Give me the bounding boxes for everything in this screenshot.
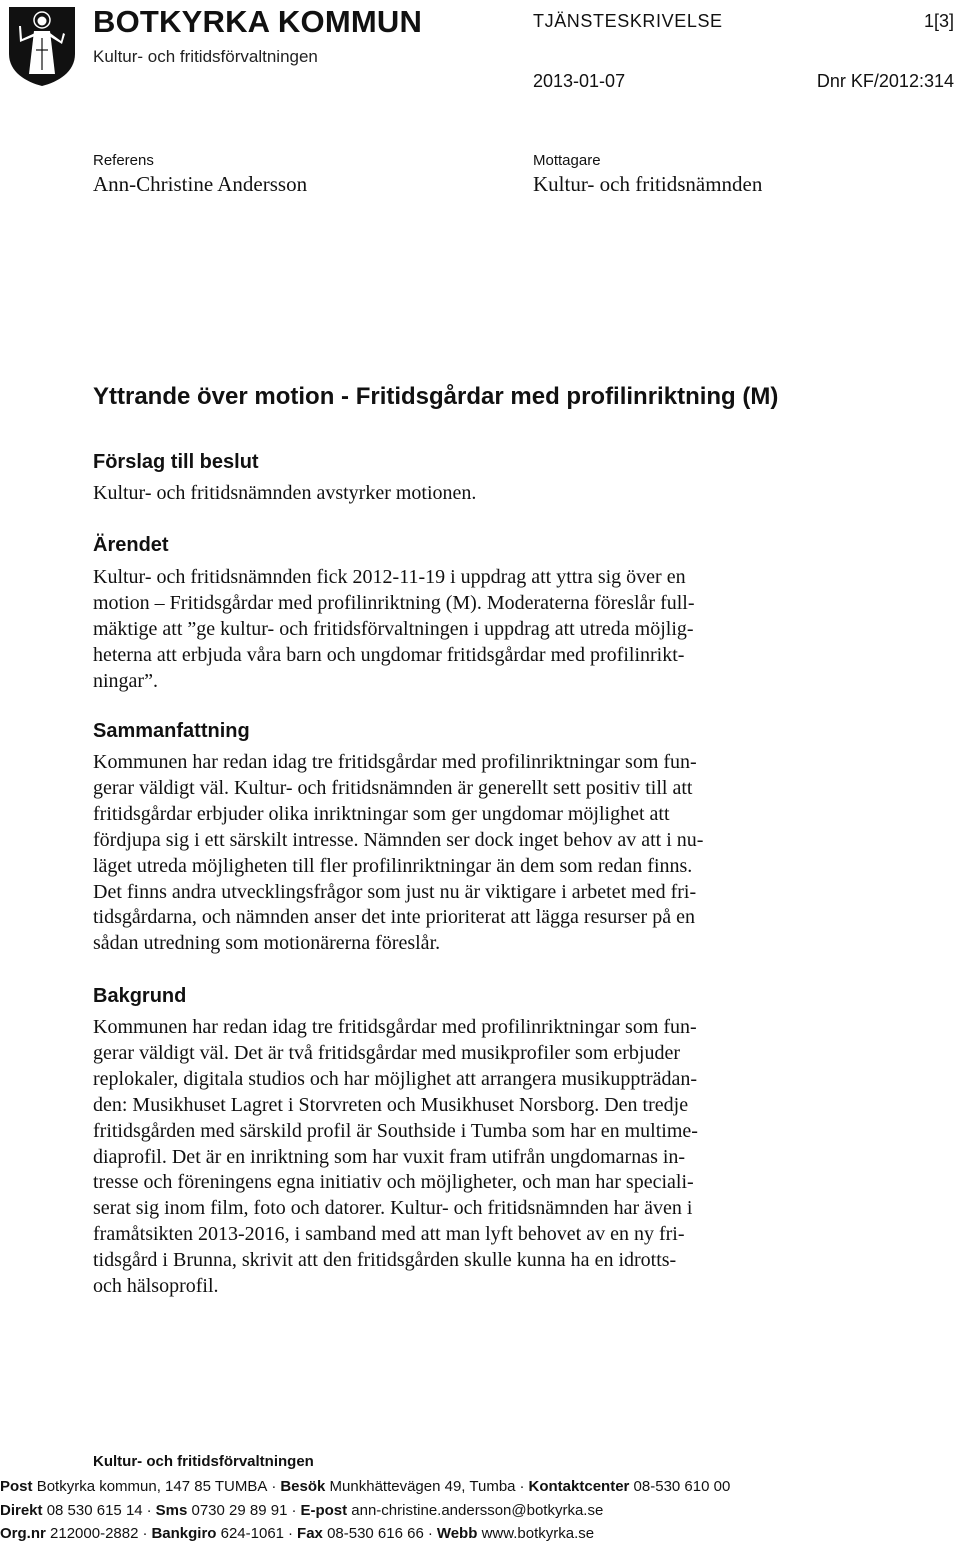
text-line: Det finns andra utvecklingsfrågor som just nu är viktigare i arbetet med fri- [93,880,697,903]
reference-label: Referens [93,152,154,169]
recipient-label: Mottagare [533,152,601,169]
document-registration-number: Dnr KF/2012:314 [816,71,954,91]
footer-registry-line: Org.nr 212000-2882 · Bankgiro 624-1061 · Fax 08-530 616 66 · Webb www.botkyrka.se [0,1525,595,1542]
recipient-value: Kultur- och fritidsnämnden [533,172,763,196]
text-line: framåtsikten 2013-2016, i samband med att man lyft behovet av en ny fri- [93,1223,685,1246]
footer-direct-label: Direkt [0,1502,43,1519]
footer-email-label: E-post [300,1502,348,1519]
footer-unit: Kultur- och fritidsförvaltningen [93,1453,314,1470]
footer-email-value: ann-christine.andersson@botkyrka.se [351,1502,604,1519]
text-line: tidsgårdarna, och nämnden anser det inte prioriterat att lägga resurser på en [93,906,695,929]
section-body-summary [93,750,703,957]
text-line: heterna att erbjuda våra barn och ungdomar fritidsgårdar med profilinrikt- [93,643,685,666]
document-type: TJÄNSTESKRIVELSE [533,11,723,31]
text-line: läget utreda möjligheten till fler profilinriktningar än dem som redan finns. [93,854,693,877]
page-number: 1[3] [923,11,954,31]
footer-post-value: Botkyrka kommun, 147 85 TUMBA [36,1478,268,1495]
footer-contact-value: 08-530 610 00 [633,1478,731,1495]
text-line: ningar”. [93,669,158,692]
municipal-crest-icon [6,4,78,88]
organization-name: BOTKYRKA KOMMUN [93,4,423,39]
section-heading-proposal: Förslag till beslut [93,451,259,473]
footer-bankgiro-label: Bankgiro [151,1525,217,1542]
text-line: Kommunen har redan idag tre fritidsgårdar med profilinriktningar som fun- [93,1016,697,1038]
text-line: gerar väldigt väl. Det är två fritidsgårdar med musikprofiler som erbjuder [93,1041,681,1064]
organization-unit: Kultur- och fritidsförvaltningen [93,47,318,66]
footer-web-label: Webb [436,1525,478,1542]
text-line: fritidsgården med särskild profil är Southside i Tumba som har en multime- [93,1119,698,1142]
footer-visit-value: Munkhättevägen 49, Tumba [329,1478,516,1495]
text-line: Kultur- och fritidsnämnden avstyrker motionen. [93,482,477,504]
text-line: mäktige att ”ge kultur- och fritidsförvaltningen i uppdrag att utreda möjlig- [93,617,694,640]
reference-value: Ann-Christine Andersson [93,172,308,196]
footer-post-label: Post [0,1478,33,1495]
footer-orgnr-value: 212000-2882 [50,1525,139,1542]
text-line: replokaler, digitala studios och har möjlighet att arrangera musikuppträdan- [93,1067,698,1090]
footer-fax-value: 08-530 616 66 [327,1525,424,1542]
footer-web-link[interactable]: www.botkyrka.se [481,1525,595,1542]
text-line: tidsgård i Brunna, skrivit att den fritidsgården skulle kunna ha en idrotts- [93,1249,677,1272]
footer-sms-label: Sms [155,1502,188,1519]
footer-direct-value: 08 530 615 14 [46,1502,143,1519]
text-line: gerar väldigt väl. Kultur- och fritidsnämnden är generellt sett positiv till att [93,776,693,799]
text-line: Kultur- och fritidsnämnden fick 2012-11-19 i uppdrag att yttra sig över en [93,566,686,588]
text-line: diaprofil. Det är en inriktning som har vuxit fram utifrån ungdomarnas in- [93,1145,686,1168]
text-line: sådan utredning som motionärerna föreslår. [93,932,441,955]
text-line: fördjupa sig i ett särskilt intresse. Nämnden ser dock inget behov av att i nu- [93,828,704,851]
text-line: den: Musikhuset Lagret i Storvreten och Musikhuset Norsborg. Den tredje [93,1093,689,1116]
section-heading-matter: Ärendet [93,534,169,556]
text-line: tresse och föreningens egna initiativ och möjligheter, och man har speciali- [93,1171,694,1194]
footer-bankgiro-value: 624-1061 [220,1525,285,1542]
text-line: Kommunen har redan idag tre fritidsgårdar med profilinriktningar som fun- [93,751,697,773]
footer-address-line: Post Botkyrka kommun, 147 85 TUMBA · Besök Munkhättevägen 49, Tumba · Kontaktcenter 08-530 610 00 [0,1478,731,1495]
footer-fax-label: Fax [297,1525,323,1542]
text-line: motion – Fritidsgårdar med profilinriktning (M). Moderaterna föreslår full- [93,591,695,614]
section-heading-background: Bakgrund [93,985,187,1007]
section-body-background [93,1015,698,1300]
footer-contact-label: Kontaktcenter [528,1478,630,1495]
footer-visit-label: Besök [280,1478,326,1495]
text-line: fritidsgårdar erbjuder olika inriktningar som ger ungdomar möjlighet att [93,802,670,825]
section-body-matter [93,565,695,695]
footer-contact-line: Direkt 08 530 615 14 · Sms 0730 29 89 91 · E-post ann-christine.andersson@botkyrka.se [0,1502,604,1519]
document-date: 2013-01-07 [533,71,626,91]
text-line: och hälsoprofil. [93,1275,219,1298]
text-line: serat sig inom film, foto och datorer. Kultur- och fritidsnämnden har även i [93,1197,693,1220]
section-body-proposal [93,481,476,507]
document-title: Yttrande över motion - Fritidsgårdar med profilinriktning (M) [93,383,779,410]
section-heading-summary: Sammanfattning [93,720,250,742]
footer-orgnr-label: Org.nr [0,1525,46,1542]
footer-sms-value: 0730 29 89 91 [191,1502,288,1519]
